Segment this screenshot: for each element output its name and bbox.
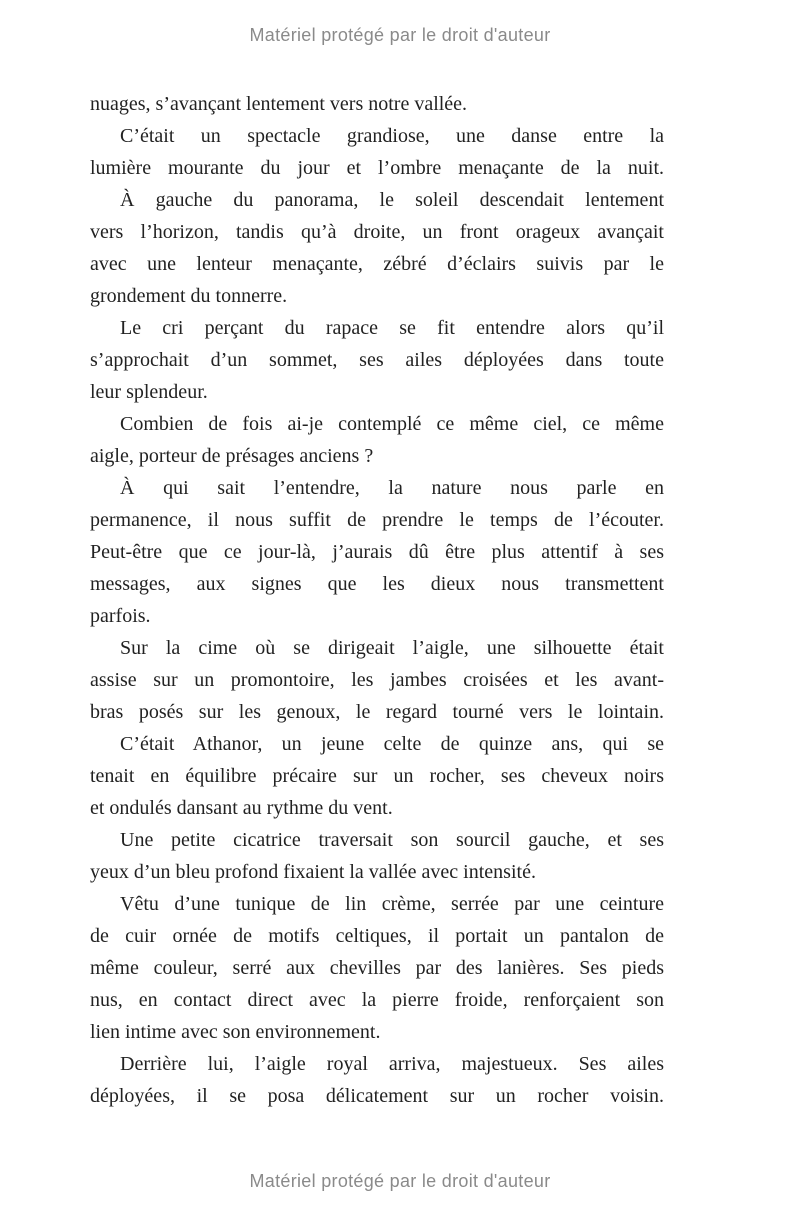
text-line: même couleur, serré aux chevilles par des lanières. Ses pieds [90, 957, 664, 979]
text-line: lumière mourante du jour et l’ombre menaçante de la nuit. [90, 157, 664, 179]
text-line: Combien de fois ai-je contemplé ce même ciel, ce même [120, 413, 664, 435]
text-line: Sur la cime où se dirigeait l’aigle, une silhouette était [120, 637, 664, 659]
text-line: messages, aux signes que les dieux nous transmettent [90, 573, 664, 595]
text-line: nuages, s’avançant lentement vers notre vallée. [90, 93, 468, 115]
text-line: et ondulés dansant au rythme du vent. [90, 797, 393, 819]
copyright-footer: Matériel protégé par le droit d'auteur [249, 1171, 551, 1191]
text-line: grondement du tonnerre. [90, 285, 288, 307]
text-line: C’était Athanor, un jeune celte de quinze ans, qui se [120, 733, 664, 755]
text-line: parfois. [90, 605, 151, 627]
text-line: lien intime avec son environnement. [90, 1021, 381, 1043]
text-line: déployées, il se posa délicatement sur un rocher voisin. [90, 1085, 664, 1107]
text-line: À qui sait l’entendre, la nature nous parle en [120, 477, 664, 499]
text-line: s’approchait d’un sommet, ses ailes déployées dans toute [90, 349, 664, 371]
text-line: aigle, porteur de présages anciens ? [90, 445, 374, 467]
text-line: Derrière lui, l’aigle royal arriva, majestueux. Ses ailes [120, 1053, 664, 1075]
text-line: bras posés sur les genoux, le regard tourné vers le lointain. [90, 701, 664, 723]
text-line: Une petite cicatrice traversait son sourcil gauche, et ses [120, 829, 664, 851]
text-line: Le cri perçant du rapace se fit entendre alors qu’il [120, 317, 664, 339]
copyright-header: Matériel protégé par le droit d'auteur [249, 25, 551, 45]
text-line: yeux d’un bleu profond fixaient la vallée avec intensité. [90, 861, 536, 883]
text-line: tenait en équilibre précaire sur un rocher, ses cheveux noirs [90, 765, 664, 787]
text-line: C’était un spectacle grandiose, une danse entre la [120, 125, 664, 147]
text-line: avec une lenteur menaçante, zébré d’éclairs suivis par le [90, 253, 664, 275]
text-line: Peut-être que ce jour-là, j’aurais dû être plus attentif à ses [90, 541, 664, 563]
page-text [90, 88, 664, 1112]
text-line: leur splendeur. [90, 381, 208, 403]
text-line: de cuir ornée de motifs celtiques, il portait un pantalon de [90, 925, 664, 947]
text-line: vers l’horizon, tandis qu’à droite, un front orageux avançait [90, 221, 664, 243]
text-line: Vêtu d’une tunique de lin crème, serrée par une ceinture [120, 893, 664, 915]
text-line: nus, en contact direct avec la pierre froide, renforçaient son [90, 989, 664, 1011]
text-line: assise sur un promontoire, les jambes croisées et les avant- [90, 669, 664, 691]
text-line: permanence, il nous suffit de prendre le temps de l’écouter. [90, 509, 664, 531]
text-line: À gauche du panorama, le soleil descendait lentement [120, 189, 664, 211]
